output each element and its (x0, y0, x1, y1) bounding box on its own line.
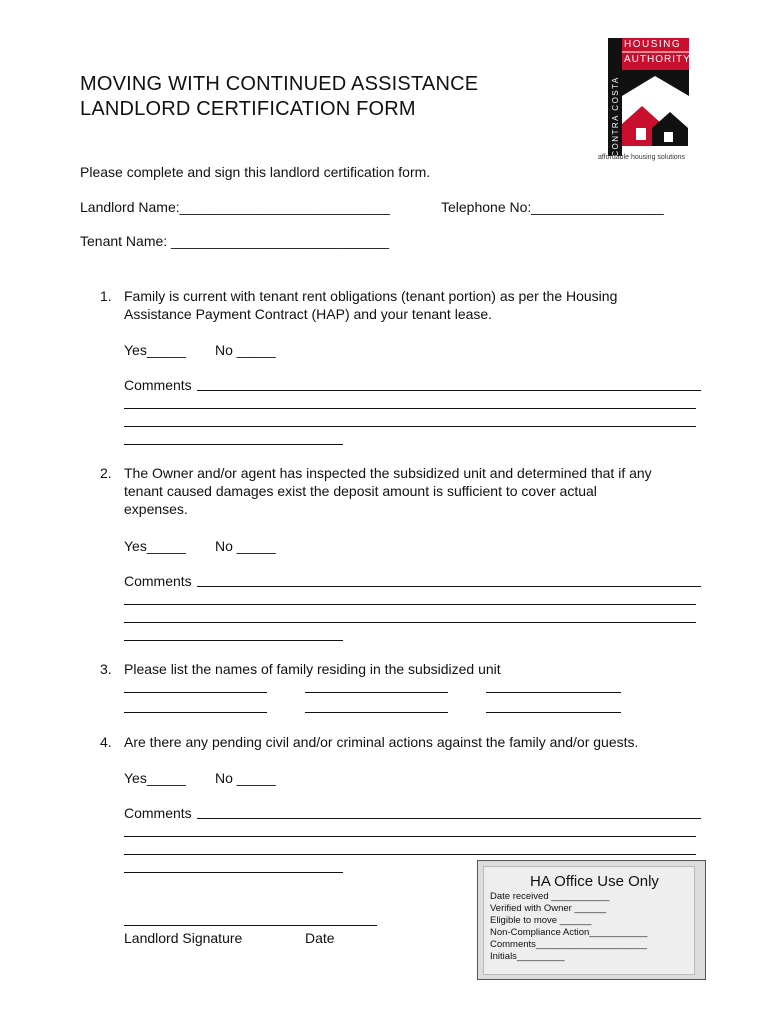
logo-authority-text: AUTHORITY (624, 54, 691, 65)
q1-yes-field[interactable]: Yes_____ (124, 342, 186, 358)
q4-no-field[interactable]: No _____ (215, 770, 276, 786)
q2-comment-line-2[interactable] (124, 604, 696, 605)
q4-comment-line-1[interactable] (197, 818, 701, 819)
q1-no-field[interactable]: No _____ (215, 342, 276, 358)
q3-name-line-4[interactable] (124, 712, 267, 713)
office-item-date-received[interactable]: Date received ___________ (490, 891, 610, 902)
housing-authority-logo (598, 38, 694, 168)
q4-comment-line-2[interactable] (124, 836, 696, 837)
office-use-title: HA Office Use Only (530, 873, 659, 890)
form-title (80, 72, 478, 122)
office-item-verified[interactable]: Verified with Owner ______ (490, 903, 607, 914)
q3-name-line-5[interactable] (305, 712, 448, 713)
q1-line-1: Family is current with tenant rent obligations (tenant portion) as per the Housing (124, 288, 618, 304)
q4-comments-label: Comments (124, 805, 192, 821)
q3-name-line-1[interactable] (124, 692, 267, 693)
landlord-name-field[interactable]: Landlord Name:___________________________ (80, 199, 390, 215)
q1-comment-line-1[interactable] (197, 390, 701, 391)
logo-housing-text: HOUSING (624, 39, 682, 50)
q1-line-2: Assistance Payment Contract (HAP) and your tenant lease. (124, 306, 493, 322)
q2-line-2: tenant caused damages exist the deposit amount is sufficient to cover actual (124, 483, 597, 499)
q4-line-1: Are there any pending civil and/or criminal actions against the family and/or guests. (124, 734, 639, 750)
logo-tagline: affordable housing solutions (598, 154, 686, 161)
q3-name-line-6[interactable] (486, 712, 621, 713)
title-line-2: LANDLORD CERTIFICATION FORM (80, 98, 416, 120)
office-item-eligible[interactable]: Eligible to move ______ (490, 915, 592, 926)
q4-comment-line-4[interactable] (124, 872, 343, 873)
landlord-signature-label: Landlord Signature (124, 930, 243, 946)
office-item-noncompliance[interactable]: Non-Compliance Action___________ (490, 927, 648, 938)
q4-yes-field[interactable]: Yes_____ (124, 770, 186, 786)
office-use-inner (483, 866, 695, 975)
q1-comment-line-4[interactable] (124, 444, 343, 445)
q2-number: 2. (100, 465, 112, 481)
q1-comments-label: Comments (124, 377, 192, 393)
q2-line-3: expenses. (124, 501, 188, 517)
office-item-initials[interactable]: Initials_________ (490, 951, 565, 962)
signature-line[interactable] (124, 925, 377, 926)
q3-line-1: Please list the names of family residing in the subsidized unit (124, 661, 501, 677)
telephone-field[interactable]: Telephone No:_________________ (441, 199, 664, 215)
q2-comment-line-3[interactable] (124, 622, 696, 623)
title-line-1: MOVING WITH CONTINUED ASSISTANCE (80, 73, 479, 95)
logo-contra-costa-text: CONTRA COSTA (610, 76, 620, 157)
q4-number: 4. (100, 734, 112, 750)
signature-date-label: Date (305, 930, 335, 946)
q2-line-1: The Owner and/or agent has inspected the subsidized unit and determined that if any (124, 465, 652, 481)
q3-name-line-2[interactable] (305, 692, 448, 693)
q2-comment-line-1[interactable] (197, 586, 701, 587)
q2-no-field[interactable]: No _____ (215, 538, 276, 554)
q4-comment-line-3[interactable] (124, 854, 696, 855)
q1-number: 1. (100, 288, 112, 304)
q3-number: 3. (100, 661, 112, 677)
office-item-comments[interactable]: Comments_____________________ (490, 939, 647, 950)
office-use-list (490, 891, 647, 963)
q2-comments-label: Comments (124, 573, 192, 589)
q1-comment-line-2[interactable] (124, 408, 696, 409)
logo-vertical-wrap (601, 78, 629, 158)
q3-name-line-3[interactable] (486, 692, 621, 693)
q1-comment-line-3[interactable] (124, 426, 696, 427)
tenant-name-field[interactable]: Tenant Name: ____________________________ (80, 233, 390, 249)
intro-text: Please complete and sign this landlord certification form. (80, 164, 431, 180)
office-use-box (477, 860, 706, 980)
q2-comment-line-4[interactable] (124, 640, 343, 641)
q2-yes-field[interactable]: Yes_____ (124, 538, 186, 554)
